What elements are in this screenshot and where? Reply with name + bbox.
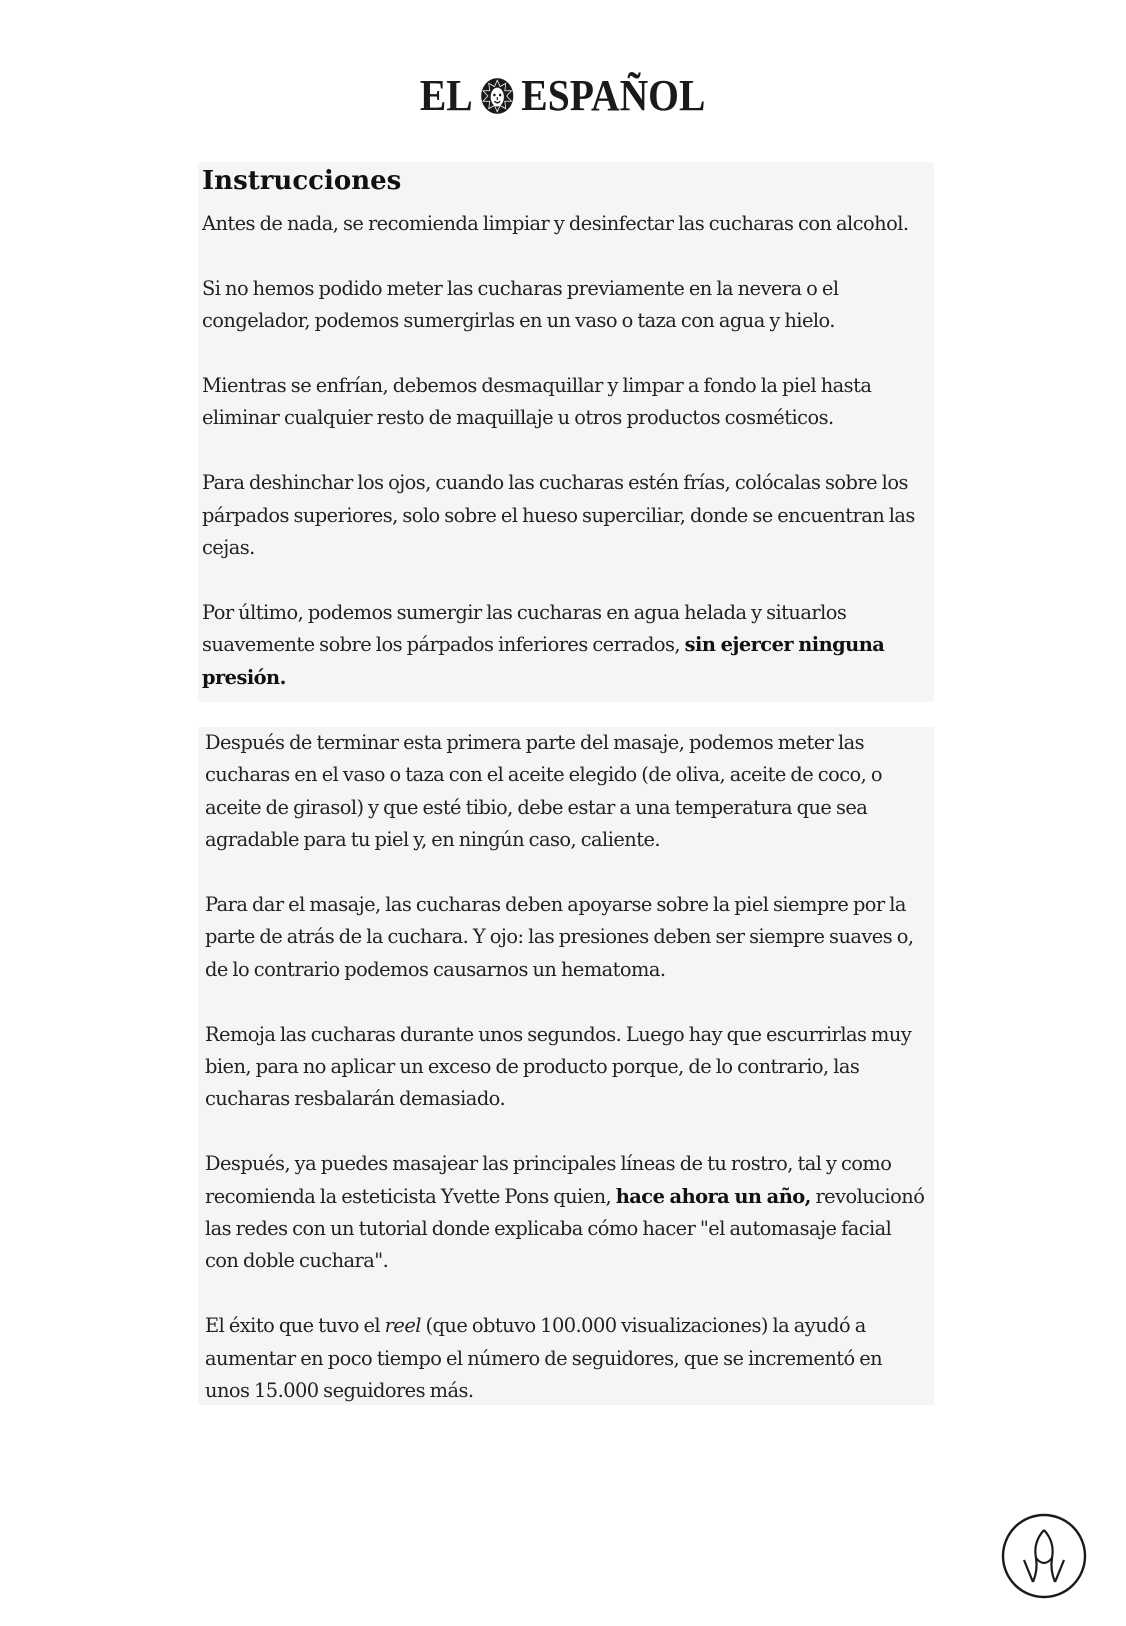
instructions-paragraph: Antes de nada, se recomienda limpiar y desinfectar las cucharas con alcohol. <box>202 212 909 235</box>
logo-text-left: EL <box>420 71 474 120</box>
paragraph-text: Por último, podemos sumergir las cucharas en agua helada y situarlos suavemente sobre los párpados inferiores cerrados, <box>202 600 847 657</box>
italic-text: reel <box>384 1314 421 1338</box>
massage-paragraph: Remoja las cucharas durante unos segundos. Luego hay que escurrirlas muy bien, para no aplicar un exceso de producto porque, de lo contrario, las cucharas resbalarán demasiado. <box>205 1022 912 1111</box>
massage-paragraph: Después de terminar esta primera parte del masaje, podemos meter las cucharas en el vaso o taza con el aceite elegido (de oliva, aceite de coco, o aceite de girasol) y que esté tibio, debe estar a una temperatura que sea agradable para tu piel y, en ningún caso, caliente. <box>205 731 883 852</box>
massage-paragraph <box>205 1148 926 1278</box>
emphasis-text: sin ejercer ninguna presión. <box>202 633 885 689</box>
paragraph-text: (que obtuvo 100.000 visualizaciones) la ayudó a aumentar en poco tiempo el número de seguidores, que se incrementó en unos 15.000 seguidores más. <box>205 1314 883 1403</box>
massage-paragraph <box>205 1310 926 1407</box>
instructions-paragraph <box>202 597 926 694</box>
el-espanol-logo[interactable] <box>420 70 706 121</box>
instructions-title: Instrucciones <box>202 166 402 196</box>
paragraph-text: Después, ya puedes masajear las principales líneas de tu rostro, tal y como recomienda la esteticista Yvette Pons quien, <box>205 1152 892 1208</box>
instructions-box <box>198 162 934 702</box>
lion-head-icon <box>478 75 516 117</box>
masthead <box>0 70 1126 121</box>
paragraph-text: revolucionó las redes con un tutorial donde explicaba cómo hacer "el automasaje facial con doble cuchara". <box>205 1184 925 1273</box>
paragraph-text: El éxito que tuvo el <box>205 1314 385 1338</box>
emphasis-text: hace ahora un año, <box>615 1184 811 1208</box>
w-monogram-circle-icon[interactable] <box>1000 1512 1088 1600</box>
instructions-paragraph: Mientras se enfrían, debemos desmaquillar y limpar a fondo la piel hasta eliminar cualquier resto de maquillaje u otros productos cosméticos. <box>202 374 872 430</box>
logo-text-right: ESPAÑOL <box>521 71 706 120</box>
massage-box <box>198 727 934 1405</box>
instructions-paragraph: Si no hemos podido meter las cucharas previamente en la nevera o el congelador, podemos sumergirlas en un vaso o taza con agua y hielo. <box>202 276 839 333</box>
instructions-paragraph: Para deshinchar los ojos, cuando las cucharas estén frías, colócalas sobre los párpados superiores, solo sobre el hueso superciliar, donde se encuentran las cejas. <box>202 471 915 560</box>
massage-paragraph: Para dar el masaje, las cucharas deben apoyarse sobre la piel siempre por la parte de atrás de la cuchara. Y ojo: las presiones deben ser siempre suaves o, de lo contrario podemos causarnos un hematoma. <box>205 893 914 981</box>
